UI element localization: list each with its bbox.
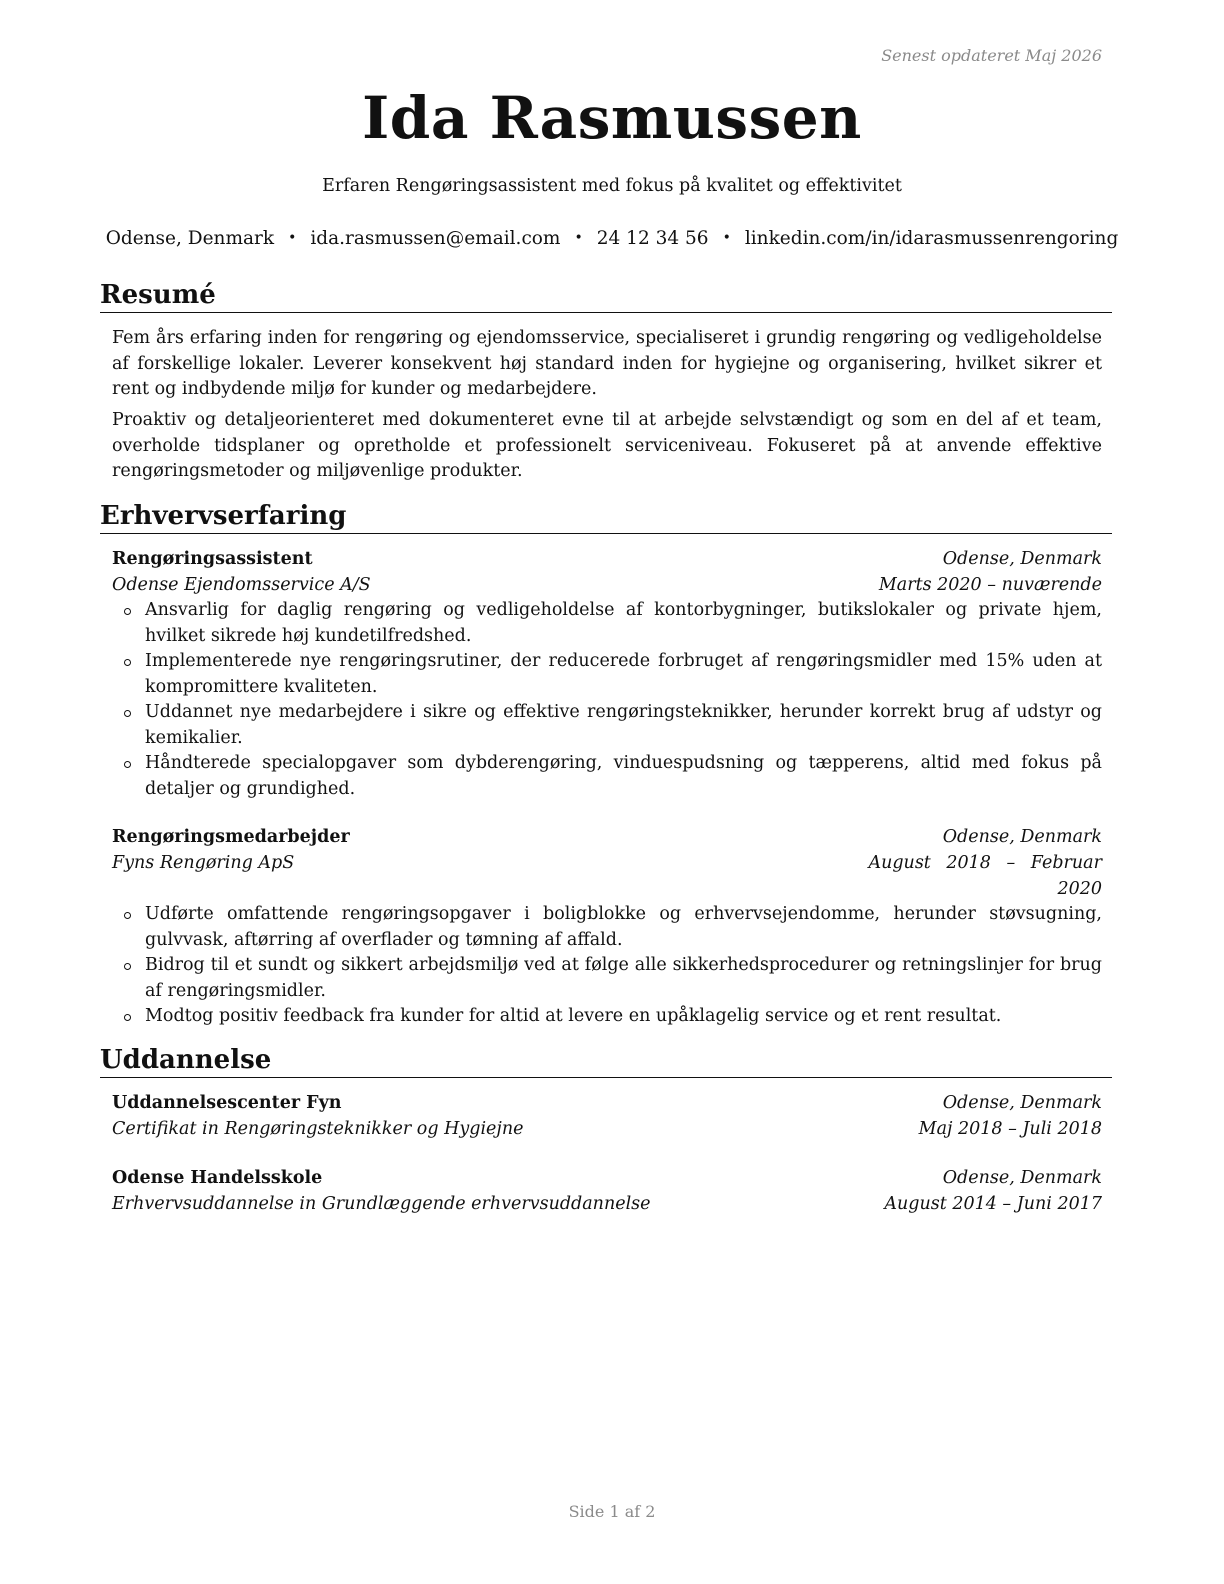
- contact-line: [0, 228, 1224, 249]
- circle-bullet-icon: [124, 963, 131, 970]
- education-dates: Maj 2018 – Juli 2018: [918, 1119, 1102, 1139]
- circle-bullet-icon: [124, 608, 131, 615]
- job-company: Odense Ejendomsservice A/S: [112, 575, 371, 595]
- job-bullets: [112, 902, 1102, 1030]
- bullet-text: Udførte omfattende rengøringsopgaver i boligblokke og erhvervsejendomme, herunder støvsugning, gulvvask, aftørring af overflader og tømning af affald.: [145, 904, 1102, 950]
- bullet-text: Bidrog til et sundt og sikkert arbejdsmiljø ved at følge alle sikkerhedsprocedurer og retningslinjer for brug af rengøringsmidler.: [145, 955, 1102, 1001]
- education-subheader: [112, 1116, 1102, 1142]
- bullet-separator: •: [288, 230, 297, 246]
- contact-linkedin[interactable]: linkedin.com/in/idarasmussenrengoring: [744, 228, 1119, 249]
- education-header: [112, 1090, 1102, 1116]
- summary-paragraph: Fem års erfaring inden for rengøring og ejendomsservice, specialiseret i grundig rengøring og vedligeholdelse af forskellige lokaler. Leverer konsekvent høj standard inden for hygiejne og organisering, hvilket sikrer et rent og indbydende miljø for kunder og medarbejdere.: [112, 328, 1102, 399]
- list-item: [112, 700, 1102, 751]
- candidate-name: Ida Rasmussen: [362, 84, 862, 152]
- job-location: Odense, Denmark: [942, 827, 1102, 847]
- education-degree: Erhvervsuddannelse in Grundlæggende erhvervsuddannelse: [112, 1194, 651, 1214]
- education-location: Odense, Denmark: [942, 1093, 1102, 1113]
- job-company: Fyns Rengøring ApS: [112, 853, 295, 873]
- bullet-separator: •: [722, 230, 731, 246]
- list-item: [112, 902, 1102, 953]
- contact-location: Odense, Denmark: [105, 228, 275, 249]
- list-item: [112, 751, 1102, 802]
- circle-bullet-icon: [124, 659, 131, 666]
- circle-bullet-icon: [124, 1014, 131, 1021]
- job-bullets: [112, 598, 1102, 802]
- tagline: Erfaren Rengøringsassistent med fokus på kvalitet og effektivitet: [322, 176, 902, 196]
- list-item: [112, 598, 1102, 649]
- bullet-text: Ansvarlig for daglig rengøring og vedligeholdelse af kontorbygninger, butikslokaler og private hjem, hvilket sikrede høj kundetilfredshed.: [145, 600, 1102, 646]
- summary-paragraph: Proaktiv og detaljeorienteret med dokumenteret evne til at arbejde selvstændigt og som en del af et team, overholde tidsplaner og opretholde et professionelt serviceniveau. Fokuseret på at anvende effektive rengøringsmetoder og miljøvenlige produkter.: [112, 410, 1102, 481]
- section-heading-summary: Resumé: [100, 278, 1112, 313]
- list-item: [112, 953, 1102, 1004]
- circle-bullet-icon: [124, 761, 131, 768]
- last-updated: Senest opdateret Maj 2026: [881, 46, 1102, 65]
- section-heading-experience: Erhvervserfaring: [100, 499, 1112, 534]
- job-subheader: [112, 850, 1102, 902]
- bullet-text: Håndterede specialopgaver som dybderengøring, vinduespudsning og tæpperens, altid med fokus på detaljer og grundighed.: [145, 753, 1102, 799]
- job-header: [112, 824, 1102, 850]
- education-location: Odense, Denmark: [942, 1168, 1102, 1188]
- job-header: [112, 546, 1102, 572]
- education-degree: Certifikat in Rengøringsteknikker og Hygiejne: [112, 1119, 524, 1139]
- bullet-text: Modtog positiv feedback fra kunder for altid at levere en upåklagelig service og et rent resultat.: [145, 1006, 1002, 1026]
- job-title: Rengøringsassistent: [112, 549, 313, 569]
- list-item: [112, 649, 1102, 700]
- education-school: Odense Handelsskole: [112, 1168, 323, 1188]
- education-dates: August 2014 – Juni 2017: [884, 1194, 1102, 1214]
- contact-email[interactable]: ida.rasmussen@email.com: [310, 228, 561, 249]
- contact-phone: 24 12 34 56: [596, 228, 709, 249]
- bullet-text: Uddannet nye medarbejdere i sikre og effektive rengøringsteknikker, herunder korrekt brug af udstyr og kemikalier.: [145, 702, 1102, 748]
- bullet-text: Implementerede nye rengøringsrutiner, der reducerede forbruget af rengøringsmidler med 15% uden at kompromittere kvaliteten.: [145, 651, 1102, 697]
- page-number: Side 1 af 2: [568, 1502, 656, 1521]
- job-subheader: [112, 572, 1102, 598]
- job-dates-line: August 2018 – Februar: [868, 853, 1102, 873]
- education-school: Uddannelsescenter Fyn: [112, 1093, 342, 1113]
- bullet-separator: •: [574, 230, 583, 246]
- list-item: [112, 1004, 1102, 1030]
- job-location: Odense, Denmark: [942, 549, 1102, 569]
- job-title: Rengøringsmedarbejder: [112, 827, 350, 847]
- job-dates: Marts 2020 – nuværende: [878, 575, 1102, 595]
- section-heading-education: Uddannelse: [100, 1043, 1112, 1078]
- job-dates-line: 2020: [1057, 879, 1102, 899]
- job-dates: [868, 850, 1102, 902]
- circle-bullet-icon: [124, 710, 131, 717]
- education-header: [112, 1165, 1102, 1191]
- circle-bullet-icon: [124, 912, 131, 919]
- education-subheader: [112, 1191, 1102, 1217]
